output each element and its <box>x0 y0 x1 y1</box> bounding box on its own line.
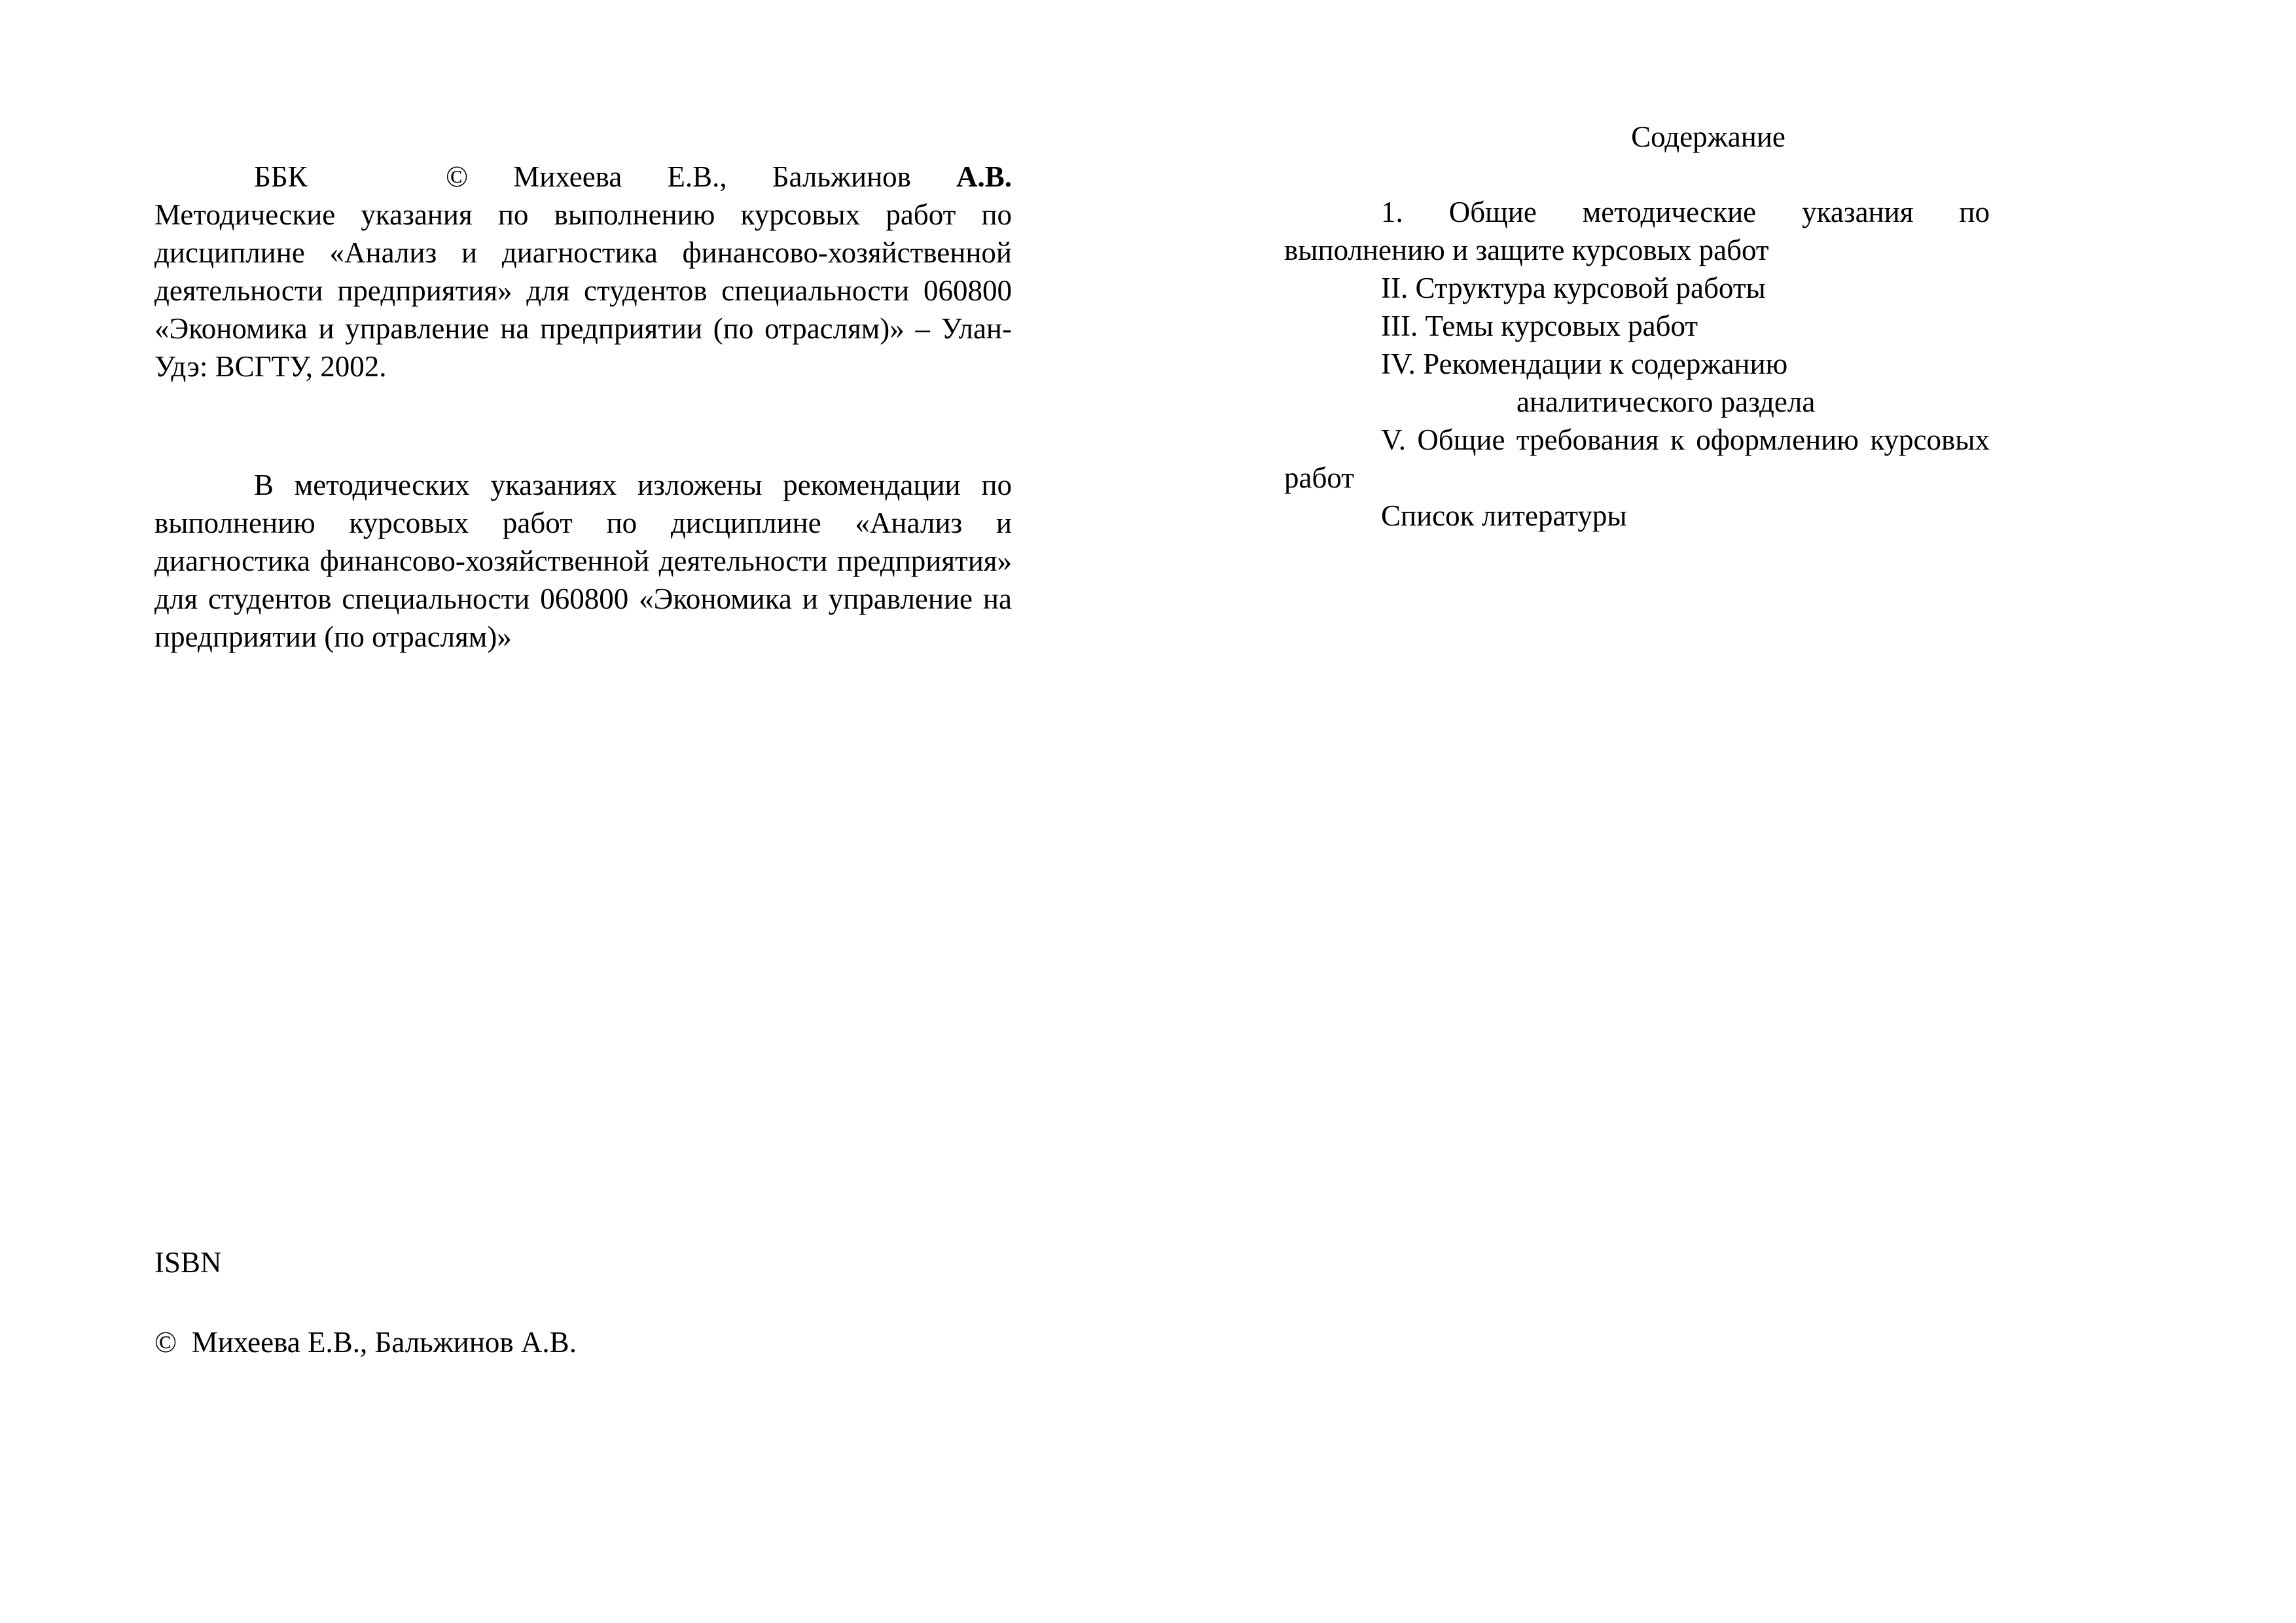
copyright-symbol: © <box>446 160 469 193</box>
bbk-label: ББК <box>254 160 308 193</box>
bibliographic-description: Методические указания по выполнению курсовых работ по дисциплине «Анализ и диагностика финансово-хозяйственной деятельности предприятия» для студентов специальности 060800 «Экономика и управление на предприятии (по отраслям)» – Улан-Удэ: ВСГТУ, 2002. <box>154 198 1012 383</box>
toc-item-references: Список литературы <box>1381 499 1627 532</box>
toc-item-4: IV. Рекомендации к содержанию <box>1381 348 1788 380</box>
toc-title: Содержание <box>1631 120 1785 153</box>
author-surname-1: Михеева <box>513 160 622 193</box>
toc-item-5: V. Общие требования к оформлению курсовых работ <box>1284 423 1990 494</box>
copyright-footer: © Михеева Е.В., Бальжинов А.В. <box>154 1326 577 1359</box>
author-initials-2: А.В. <box>956 160 1012 193</box>
isbn-label: ISBN <box>154 1246 222 1279</box>
bbk-line <box>154 158 1012 196</box>
toc-item-2: II. Структура курсовой работы <box>1381 272 1766 304</box>
author-initials-1: Е.В., <box>667 160 727 193</box>
author-surname-2: Бальжинов <box>772 160 911 193</box>
toc-item-3: III. Темы курсовых работ <box>1381 310 1698 342</box>
bbk-copyright-line <box>446 158 1012 196</box>
toc-item-4-continued: аналитического раздела <box>1516 385 1816 418</box>
table-of-contents <box>1284 193 1990 535</box>
annotation-paragraph: В методических указаниях изложены рекомендации по выполнению курсовых работ по дисциплине «Анализ и диагностика финансово-хозяйственной деятельности предприятия» для студентов специальности 060800 «Экономика и управление на предприятии (по отраслям)» <box>154 469 1012 653</box>
toc-item-1: 1. Общие методические указания по выполнению и защите курсовых работ <box>1284 196 1990 266</box>
